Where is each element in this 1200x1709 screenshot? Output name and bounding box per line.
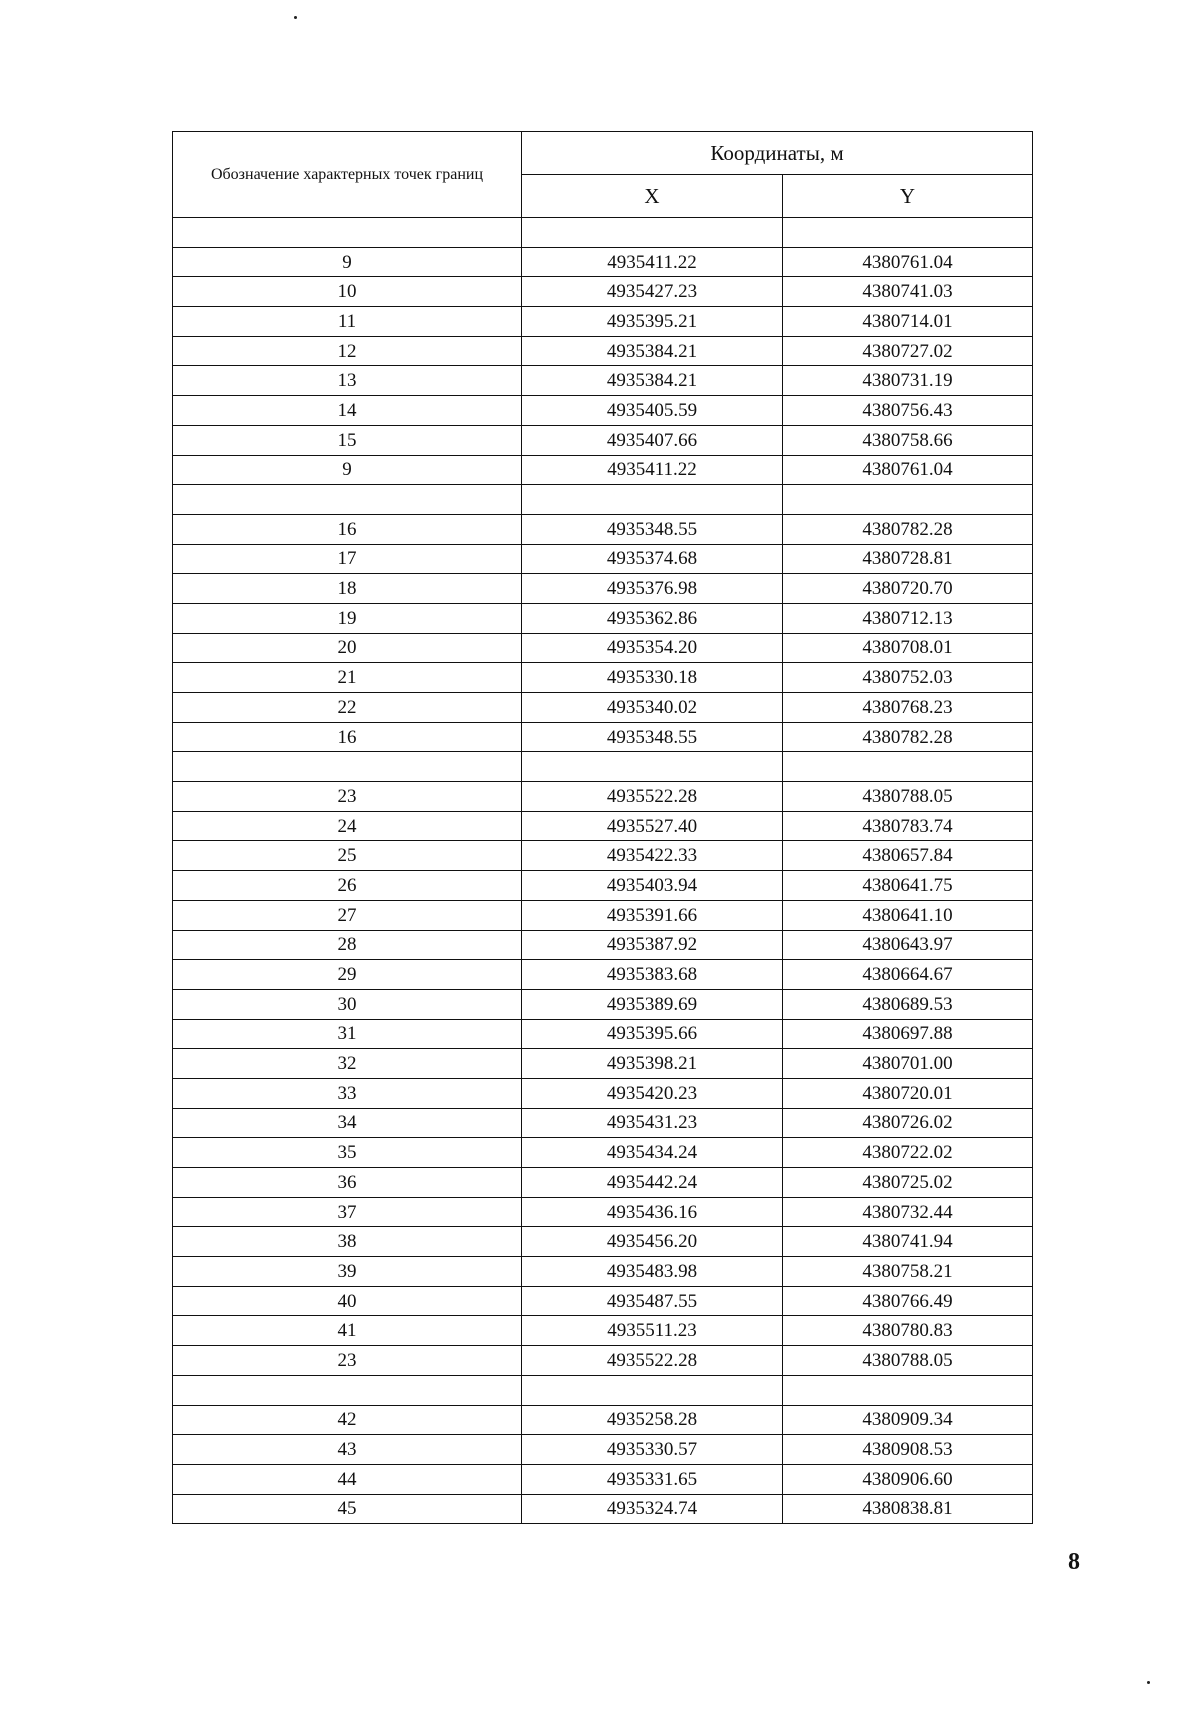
table-row	[173, 633, 1033, 663]
point-cell: 45	[173, 1494, 522, 1524]
table-row	[173, 693, 1033, 723]
point-cell: 9	[173, 247, 522, 277]
y-coordinate-cell: 4380741.03	[783, 277, 1033, 307]
y-coordinate-cell: 4380712.13	[783, 603, 1033, 633]
x-coordinate-cell: 4935362.86	[522, 603, 783, 633]
page-number: 8	[1068, 1549, 1080, 1575]
table-row	[173, 841, 1033, 871]
table-body	[173, 218, 1033, 1524]
point-cell: 13	[173, 366, 522, 396]
x-coordinate-cell: 4935422.33	[522, 841, 783, 871]
table-row	[173, 514, 1033, 544]
x-coordinate-cell: 4935398.21	[522, 1049, 783, 1079]
x-coordinate-cell: 4935411.22	[522, 455, 783, 485]
point-cell: 11	[173, 307, 522, 337]
table-row	[173, 1286, 1033, 1316]
point-cell: 25	[173, 841, 522, 871]
y-coordinate-cell: 4380788.05	[783, 1346, 1033, 1376]
empty-cell	[783, 218, 1033, 248]
point-cell: 35	[173, 1138, 522, 1168]
x-coordinate-cell: 4935483.98	[522, 1257, 783, 1287]
table-row	[173, 1197, 1033, 1227]
x-column-header: X	[522, 175, 783, 218]
table-row	[173, 930, 1033, 960]
point-cell: 19	[173, 603, 522, 633]
y-coordinate-cell: 4380641.75	[783, 871, 1033, 901]
y-coordinate-cell: 4380756.43	[783, 396, 1033, 426]
coordinates-column-header: Координаты, м	[522, 132, 1033, 175]
x-coordinate-cell: 4935411.22	[522, 247, 783, 277]
point-cell: 32	[173, 1049, 522, 1079]
table-row	[173, 307, 1033, 337]
x-coordinate-cell: 4935487.55	[522, 1286, 783, 1316]
y-coordinate-cell: 4380761.04	[783, 455, 1033, 485]
point-cell: 40	[173, 1286, 522, 1316]
empty-cell	[522, 485, 783, 515]
y-coordinate-cell: 4380714.01	[783, 307, 1033, 337]
x-coordinate-cell: 4935434.24	[522, 1138, 783, 1168]
point-cell: 18	[173, 574, 522, 604]
x-coordinate-cell: 4935383.68	[522, 960, 783, 990]
empty-cell	[783, 752, 1033, 782]
x-coordinate-cell: 4935391.66	[522, 900, 783, 930]
x-coordinate-cell: 4935456.20	[522, 1227, 783, 1257]
point-cell: 23	[173, 782, 522, 812]
y-coordinate-cell: 4380657.84	[783, 841, 1033, 871]
x-coordinate-cell: 4935331.65	[522, 1464, 783, 1494]
table-row	[173, 1078, 1033, 1108]
empty-cell	[173, 1375, 522, 1405]
y-coordinate-cell: 4380726.02	[783, 1108, 1033, 1138]
table-row	[173, 544, 1033, 574]
table-row	[173, 663, 1033, 693]
point-cell: 20	[173, 633, 522, 663]
table-row	[173, 722, 1033, 752]
point-cell: 9	[173, 455, 522, 485]
table-row	[173, 574, 1033, 604]
x-coordinate-cell: 4935407.66	[522, 425, 783, 455]
x-coordinate-cell: 4935420.23	[522, 1078, 783, 1108]
point-cell: 14	[173, 396, 522, 426]
y-coordinate-cell: 4380708.01	[783, 633, 1033, 663]
y-coordinate-cell: 4380908.53	[783, 1435, 1033, 1465]
x-coordinate-cell: 4935348.55	[522, 722, 783, 752]
table-row	[173, 960, 1033, 990]
x-coordinate-cell: 4935427.23	[522, 277, 783, 307]
y-coordinate-cell: 4380727.02	[783, 336, 1033, 366]
table-row	[173, 871, 1033, 901]
empty-cell	[783, 485, 1033, 515]
y-coordinate-cell: 4380766.49	[783, 1286, 1033, 1316]
x-coordinate-cell: 4935403.94	[522, 871, 783, 901]
table-row	[173, 1227, 1033, 1257]
x-coordinate-cell: 4935389.69	[522, 989, 783, 1019]
y-coordinate-cell: 4380643.97	[783, 930, 1033, 960]
table-row	[173, 989, 1033, 1019]
y-coordinate-cell: 4380758.66	[783, 425, 1033, 455]
x-coordinate-cell: 4935354.20	[522, 633, 783, 663]
point-cell: 10	[173, 277, 522, 307]
point-cell: 12	[173, 336, 522, 366]
point-cell: 16	[173, 722, 522, 752]
y-coordinate-cell: 4380664.67	[783, 960, 1033, 990]
y-coordinate-cell: 4380725.02	[783, 1168, 1033, 1198]
table-row	[173, 1138, 1033, 1168]
x-coordinate-cell: 4935522.28	[522, 1346, 783, 1376]
table-header	[173, 132, 1033, 218]
table-row	[173, 1494, 1033, 1524]
table-row	[173, 1346, 1033, 1376]
table-row	[173, 603, 1033, 633]
x-coordinate-cell: 4935522.28	[522, 782, 783, 812]
point-cell: 29	[173, 960, 522, 990]
scan-speck-bottom	[1147, 1681, 1150, 1684]
point-cell: 31	[173, 1019, 522, 1049]
point-cell: 34	[173, 1108, 522, 1138]
y-coordinate-cell: 4380838.81	[783, 1494, 1033, 1524]
point-cell: 39	[173, 1257, 522, 1287]
empty-cell	[522, 1375, 783, 1405]
point-cell: 33	[173, 1078, 522, 1108]
y-coordinate-cell: 4380641.10	[783, 900, 1033, 930]
point-cell: 16	[173, 514, 522, 544]
x-coordinate-cell: 4935330.18	[522, 663, 783, 693]
point-cell: 37	[173, 1197, 522, 1227]
table-row	[173, 396, 1033, 426]
point-cell: 23	[173, 1346, 522, 1376]
point-cell: 26	[173, 871, 522, 901]
table-row	[173, 1435, 1033, 1465]
x-coordinate-cell: 4935405.59	[522, 396, 783, 426]
x-coordinate-cell: 4935395.21	[522, 307, 783, 337]
table-row	[173, 455, 1033, 485]
table-row	[173, 336, 1033, 366]
empty-cell	[522, 752, 783, 782]
y-coordinate-cell: 4380782.28	[783, 514, 1033, 544]
y-coordinate-cell: 4380701.00	[783, 1049, 1033, 1079]
point-cell: 42	[173, 1405, 522, 1435]
coordinates-table	[172, 131, 1033, 1524]
x-coordinate-cell: 4935442.24	[522, 1168, 783, 1198]
x-coordinate-cell: 4935511.23	[522, 1316, 783, 1346]
y-coordinate-cell: 4380722.02	[783, 1138, 1033, 1168]
point-cell: 21	[173, 663, 522, 693]
point-cell: 41	[173, 1316, 522, 1346]
y-coordinate-cell: 4380689.53	[783, 989, 1033, 1019]
table-row	[173, 1108, 1033, 1138]
point-cell: 28	[173, 930, 522, 960]
x-coordinate-cell: 4935330.57	[522, 1435, 783, 1465]
table-row	[173, 277, 1033, 307]
separator-row	[173, 485, 1033, 515]
point-cell: 22	[173, 693, 522, 723]
y-coordinate-cell: 4380732.44	[783, 1197, 1033, 1227]
x-coordinate-cell: 4935324.74	[522, 1494, 783, 1524]
x-coordinate-cell: 4935340.02	[522, 693, 783, 723]
separator-row	[173, 218, 1033, 248]
x-coordinate-cell: 4935387.92	[522, 930, 783, 960]
y-coordinate-cell: 4380752.03	[783, 663, 1033, 693]
table-row	[173, 1405, 1033, 1435]
y-coordinate-cell: 4380780.83	[783, 1316, 1033, 1346]
separator-row	[173, 752, 1033, 782]
y-coordinate-cell: 4380906.60	[783, 1464, 1033, 1494]
x-coordinate-cell: 4935436.16	[522, 1197, 783, 1227]
table-row	[173, 1316, 1033, 1346]
point-cell: 38	[173, 1227, 522, 1257]
x-coordinate-cell: 4935258.28	[522, 1405, 783, 1435]
y-column-header: Y	[783, 175, 1033, 218]
y-coordinate-cell: 4380731.19	[783, 366, 1033, 396]
y-coordinate-cell: 4380768.23	[783, 693, 1033, 723]
point-cell: 43	[173, 1435, 522, 1465]
table-row	[173, 1464, 1033, 1494]
table-row	[173, 1168, 1033, 1198]
x-coordinate-cell: 4935395.66	[522, 1019, 783, 1049]
table-row	[173, 900, 1033, 930]
x-coordinate-cell: 4935527.40	[522, 811, 783, 841]
table-row	[173, 247, 1033, 277]
table-row	[173, 1049, 1033, 1079]
table-row	[173, 1257, 1033, 1287]
y-coordinate-cell: 4380728.81	[783, 544, 1033, 574]
empty-cell	[783, 1375, 1033, 1405]
point-cell: 24	[173, 811, 522, 841]
y-coordinate-cell: 4380783.74	[783, 811, 1033, 841]
point-cell: 27	[173, 900, 522, 930]
x-coordinate-cell: 4935431.23	[522, 1108, 783, 1138]
y-coordinate-cell: 4380720.01	[783, 1078, 1033, 1108]
table-row	[173, 1019, 1033, 1049]
scan-speck-top	[294, 16, 297, 19]
y-coordinate-cell: 4380697.88	[783, 1019, 1033, 1049]
y-coordinate-cell: 4380741.94	[783, 1227, 1033, 1257]
empty-cell	[522, 218, 783, 248]
point-cell: 36	[173, 1168, 522, 1198]
table-row	[173, 425, 1033, 455]
empty-cell	[173, 752, 522, 782]
point-cell: 17	[173, 544, 522, 574]
y-coordinate-cell: 4380761.04	[783, 247, 1033, 277]
y-coordinate-cell: 4380788.05	[783, 782, 1033, 812]
x-coordinate-cell: 4935376.98	[522, 574, 783, 604]
empty-cell	[173, 218, 522, 248]
y-coordinate-cell: 4380758.21	[783, 1257, 1033, 1287]
table-row	[173, 782, 1033, 812]
point-cell: 30	[173, 989, 522, 1019]
x-coordinate-cell: 4935384.21	[522, 336, 783, 366]
y-coordinate-cell: 4380782.28	[783, 722, 1033, 752]
points-column-header: Обозначение характерных точек границ	[173, 132, 522, 218]
y-coordinate-cell: 4380720.70	[783, 574, 1033, 604]
table-row	[173, 811, 1033, 841]
table-row	[173, 366, 1033, 396]
point-cell: 44	[173, 1464, 522, 1494]
y-coordinate-cell: 4380909.34	[783, 1405, 1033, 1435]
point-cell: 15	[173, 425, 522, 455]
x-coordinate-cell: 4935348.55	[522, 514, 783, 544]
x-coordinate-cell: 4935384.21	[522, 366, 783, 396]
separator-row	[173, 1375, 1033, 1405]
empty-cell	[173, 485, 522, 515]
x-coordinate-cell: 4935374.68	[522, 544, 783, 574]
